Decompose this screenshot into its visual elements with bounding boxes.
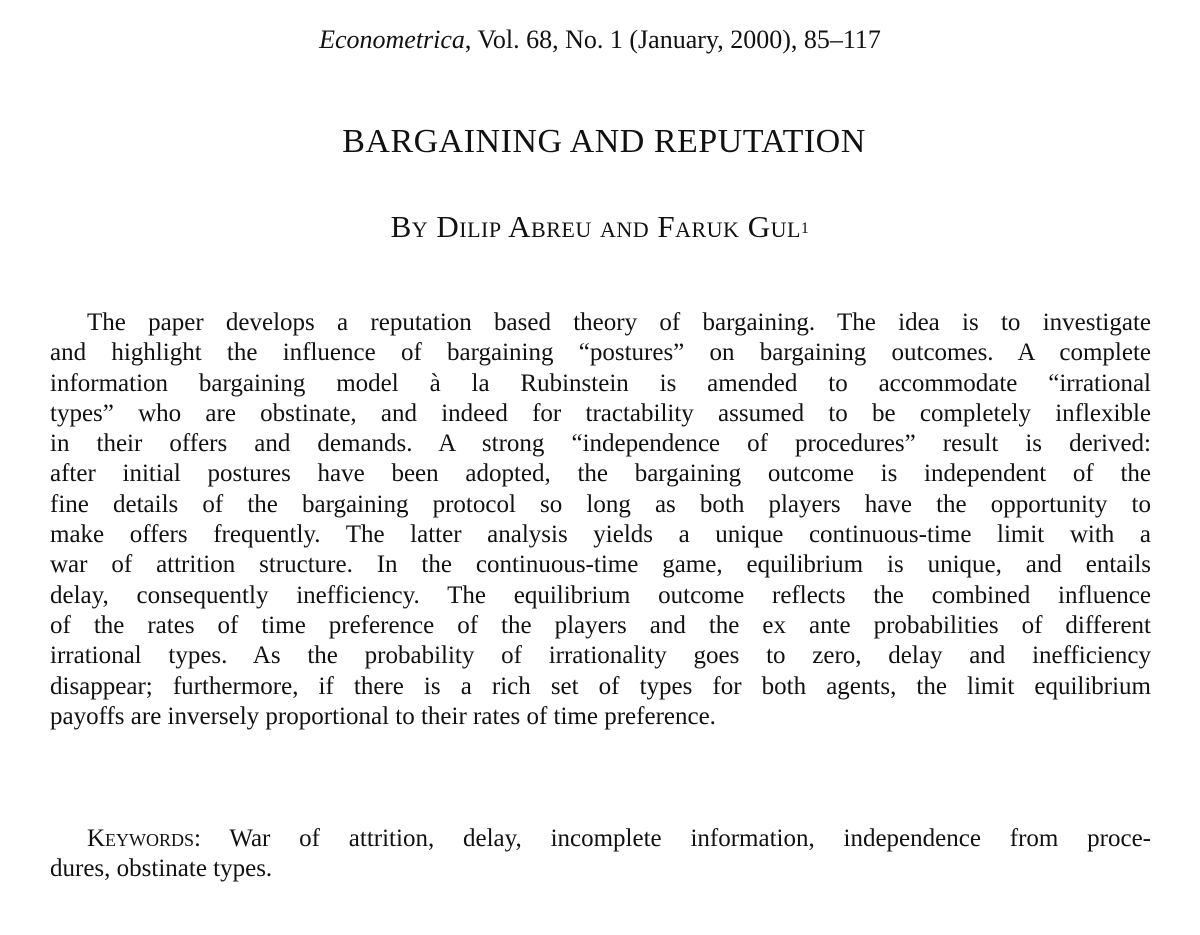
- journal-citation: [0, 22, 1200, 58]
- paper-title: BARGAINING AND REPUTATION: [342, 123, 866, 160]
- abstract-line: disappear; furthermore, if there is a rich set of types for both agents, the limit equilibrium: [50, 672, 1151, 700]
- abstract-line: after initial postures have been adopted, the bargaining outcome is independent of the: [50, 460, 1151, 488]
- abstract-line: information bargaining model à la Rubinstein is amended to accommodate “irrational: [50, 369, 1151, 397]
- keywords-text: War of attrition, delay, incomplete information, independence from proce-: [201, 825, 1151, 852]
- keywords-line: [50, 824, 1151, 854]
- abstract-line: payoffs are inversely proportional to their rates of time preference.: [50, 702, 716, 730]
- authors: By Dilip Abreu and Faruk Gul: [390, 209, 801, 244]
- abstract-line: delay, consequently inefficiency. The equilibrium outcome reflects the combined influence: [50, 581, 1151, 609]
- abstract-line: make offers frequently. The latter analysis yields a unique continuous-time limit with a: [50, 521, 1151, 549]
- keywords: [50, 824, 1151, 885]
- abstract-line: and highlight the influence of bargaining “postures” on bargaining outcomes. A complete: [50, 339, 1151, 367]
- keywords-label: Keywords:: [87, 825, 201, 852]
- keywords-line: dures, obstinate types.: [50, 855, 273, 883]
- journal-name: Econometrica: [319, 25, 465, 54]
- author-byline: [0, 205, 1200, 249]
- abstract-line: The paper develops a reputation based theory of bargaining. The idea is to investigate: [87, 309, 1151, 336]
- abstract-line: fine details of the bargaining protocol so long as both players have the opportunity to: [50, 490, 1151, 518]
- abstract-line: in their offers and demands. A strong “independence of procedures” result is derived:: [50, 430, 1151, 458]
- abstract: [50, 308, 1151, 732]
- abstract-line: irrational types. As the probability of irrationality goes to zero, delay and inefficiency: [50, 642, 1151, 670]
- abstract-line: war of attrition structure. In the continuous-time game, equilibrium is unique, and entails: [50, 551, 1151, 579]
- footnote-mark[interactable]: 1: [800, 220, 810, 237]
- abstract-line: of the rates of time preference of the players and the ex ante probabilities of different: [50, 611, 1151, 639]
- abstract-line: types” who are obstinate, and indeed for tractability assumed to be completely inflexible: [50, 399, 1151, 427]
- journal-volume-info: , Vol. 68, No. 1 (January, 2000), 85–117: [464, 25, 881, 54]
